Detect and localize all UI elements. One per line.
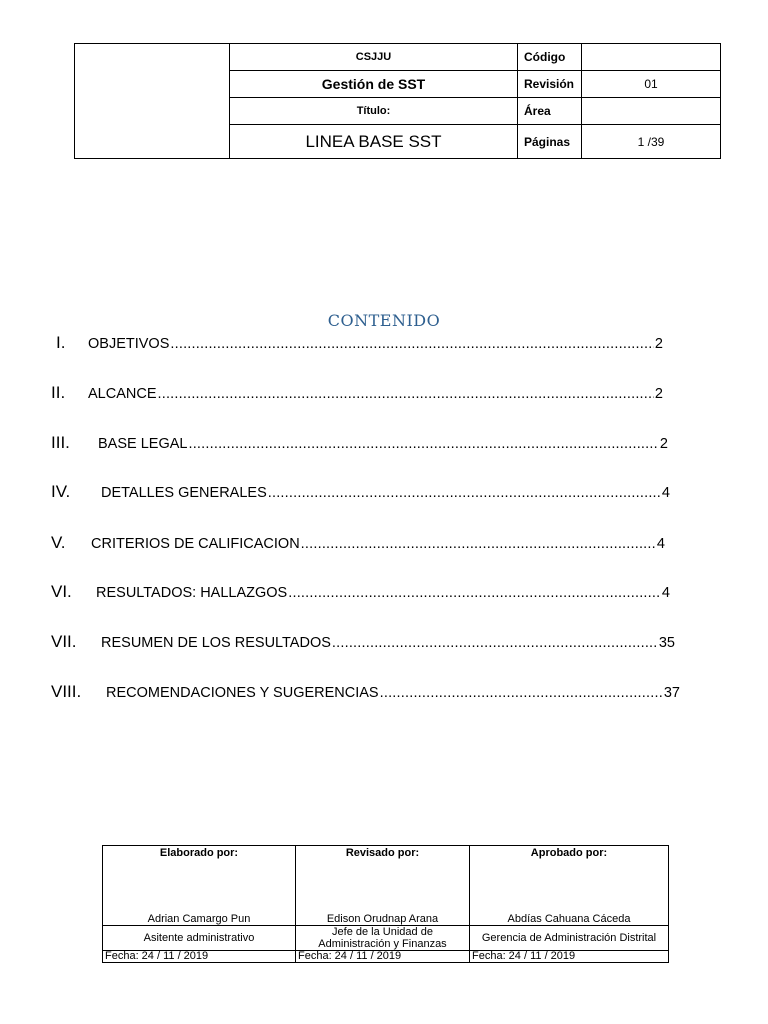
toc-item[interactable] [0,533,768,557]
toc-item[interactable] [0,682,768,706]
signer-position: Jefe de la Unidad de Administración y Finanzas [296,926,470,951]
toc-leader [170,336,654,352]
toc-leader [158,386,654,402]
toc-heading: CONTENIDO [327,311,441,330]
toc-item-number: I. [56,333,66,352]
toc-item-label: RECOMENDACIONES Y SUGERENCIAS [106,685,379,701]
area-label: Área [518,98,582,125]
toc-leader [332,635,658,651]
logo-cell [75,44,230,159]
toc-item-number: VI. [51,582,72,601]
revision-value: 01 [582,71,721,98]
role-label: Aprobado por: [530,847,608,859]
signer-name: Abdías Cahuana Cáceda [507,913,631,925]
toc-item-page: 35 [658,635,675,651]
toc-leader [380,685,663,701]
role-label: Revisado por: [345,847,420,859]
pages-label: Páginas [518,125,582,159]
toc-item-label: RESUMEN DE LOS RESULTADOS [101,635,331,651]
toc-item-number: II. [51,383,66,402]
toc-item-number: III. [51,433,70,452]
org-name: CSJJU [230,44,518,71]
document-title: LINEA BASE SST [230,125,518,159]
toc-leader [301,536,656,552]
prepared-by-cell [103,846,296,926]
revision-label: Revisión [518,71,582,98]
toc-item-page: 2 [654,336,663,352]
sign-date: Fecha: 24 / 11 / 2019 [103,951,296,963]
approved-by-cell [470,846,669,926]
toc-item[interactable] [0,582,768,606]
role-label: Elaborado por: [159,847,239,859]
area-value [582,98,721,125]
sign-date: Fecha: 24 / 11 / 2019 [296,951,470,963]
toc-leader [268,485,661,501]
toc-item-label: CRITERIOS DE CALIFICACION [91,536,300,552]
code-label: Código [518,44,582,71]
toc-item-page: 37 [663,685,680,701]
toc-item[interactable] [0,333,768,357]
toc-item-page: 4 [661,485,670,501]
toc-item[interactable] [0,632,768,656]
toc-item-label: RESULTADOS: HALLAZGOS [96,585,288,601]
toc-leader [188,436,658,452]
reviewed-by-cell [296,846,470,926]
toc-item-number: V. [51,533,66,552]
document-header-table [74,43,721,159]
toc-item[interactable] [0,482,768,506]
sign-date: Fecha: 24 / 11 / 2019 [470,951,669,963]
signer-name: Edison Orudnap Arana [326,913,439,925]
toc-item-page: 4 [656,536,665,552]
toc-item-page: 2 [654,386,663,402]
toc-item-page: 4 [661,585,670,601]
title-label: Título: [230,98,518,125]
toc-item[interactable] [0,433,768,457]
signer-position: Gerencia de Administración Distrital [470,926,669,951]
toc-item-number: IV. [51,482,71,501]
code-value [582,44,721,71]
toc-item-page: 2 [659,436,668,452]
toc-item-label: ALCANCE [88,386,157,402]
pages-value: 1 /39 [582,125,721,159]
system-name: Gestión de SST [230,71,518,98]
toc-item-label: DETALLES GENERALES [101,485,267,501]
signer-name: Adrian Camargo Pun [147,913,251,925]
signer-position: Asitente administrativo [103,926,296,951]
toc-leader [288,585,661,601]
toc-item-number: VIII. [51,682,82,701]
toc-item-number: VII. [51,632,77,651]
signature-table [102,845,669,963]
toc-item[interactable] [0,383,768,407]
toc-item-label: OBJETIVOS [88,336,170,352]
toc-item-label: BASE LEGAL [98,436,188,452]
